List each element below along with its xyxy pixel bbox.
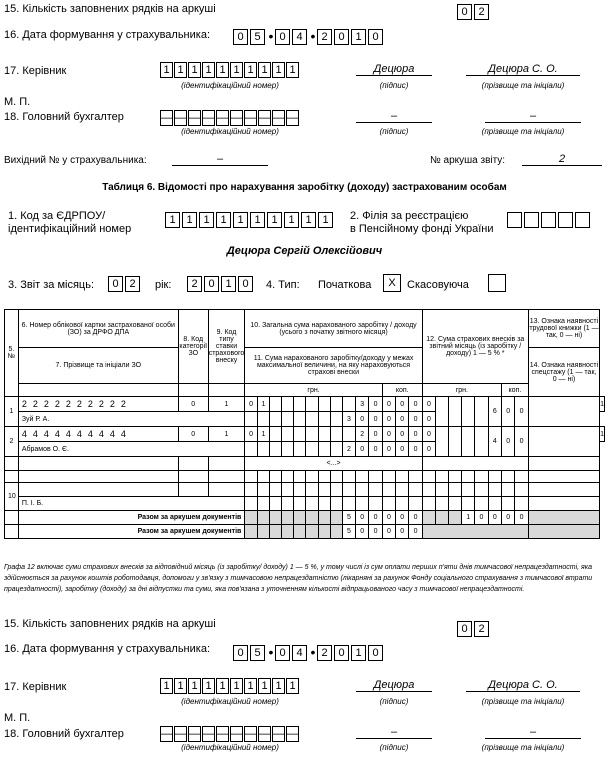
date-cells-bottom (233, 645, 385, 661)
branch-cell[interactable] (558, 212, 573, 228)
edrpou-digit[interactable]: 1 (301, 212, 316, 228)
accountant-id-cells (160, 110, 300, 126)
director-name-caption-bottom: (прізвище та ініціали) (481, 697, 565, 706)
row-flag-14[interactable]: 0 (422, 412, 435, 427)
row-flag-13[interactable]: 1 (600, 427, 605, 442)
accrual-table (4, 309, 605, 539)
date-digit[interactable]: 5 (250, 645, 265, 661)
report-cancel-checkbox[interactable] (488, 274, 506, 292)
table-ellipsis: <...> (245, 457, 422, 471)
totals-row: Разом за аркушем документів 5 0 0 0 0 0 1 0 0 0 0 (5, 511, 605, 525)
branch-cell[interactable] (524, 212, 539, 228)
date-separator: • (310, 28, 316, 44)
header-12: 12. Сума страхових внесків за звітний місяць (із заробітку / доходу) 1 — 5 % * (422, 310, 528, 384)
accountant-sign-caption: (підпис) (379, 127, 409, 136)
accountant-signature[interactable]: – (356, 110, 432, 123)
report-cancel-label: Скасовуюча (407, 279, 469, 291)
accountant-id-caption-bottom: (ідентифікаційний номер) (181, 743, 279, 752)
accountant-id-digit[interactable]: — (161, 728, 172, 740)
report-year-cells (187, 276, 255, 292)
rows-filled-label-bottom: 15. Кількість заповнених рядків на аркуші (4, 618, 216, 630)
branch-label-2: в Пенсійному фонді України (350, 223, 494, 235)
date-cells (233, 29, 385, 45)
header-14: 14. Ознака наявності спецстажу (1 — так, 0 — ні) (528, 348, 599, 397)
director-id-digit[interactable]: 1 (216, 678, 229, 694)
date-label: 16. Дата формування у страхувальника: (4, 29, 210, 41)
director-id-caption-bottom: (ідентифікаційний номер) (181, 697, 279, 706)
person-name: Децюра Сергій Олексійович (226, 245, 383, 257)
header-grn: грн. (245, 384, 382, 397)
accountant-id-digit[interactable]: — (161, 112, 172, 124)
accountant-id-digit[interactable]: — (203, 112, 214, 124)
accountant-name-caption-bottom: (прізвище та ініціали) (481, 743, 565, 752)
edrpou-digit[interactable]: 1 (318, 212, 333, 228)
director-id-digit[interactable]: 1 (258, 678, 271, 694)
rows-filled-digit[interactable]: 0 (457, 4, 472, 20)
edrpou-cells (165, 212, 335, 228)
director-id-digit[interactable]: 1 (244, 62, 257, 78)
table-row: 1 2 2 2 2 2 2 2 2 2 2 0 1 0 1 3 0 0 0 0 0 6 0 0 1 (5, 397, 605, 412)
edrpou-digit[interactable]: 1 (182, 212, 197, 228)
date-digit[interactable]: 0 (368, 645, 383, 661)
rows-filled-digit[interactable]: 2 (474, 621, 489, 637)
accountant-id-cells-bottom (160, 726, 300, 742)
date-digit[interactable]: 0 (275, 645, 290, 661)
sheet-label: № аркуша звіту: (430, 155, 506, 166)
edrpou-digit[interactable]: 1 (165, 212, 180, 228)
row-name: Абрамов О. Є. (18, 442, 245, 457)
date-separator: • (268, 644, 274, 660)
report-month-digit[interactable]: 2 (125, 276, 140, 292)
rows-filled-label: 15. Кількість заповнених рядків на аркуші (4, 3, 216, 15)
report-year-digit[interactable]: 0 (204, 276, 219, 292)
accountant-id-digit[interactable]: — (245, 112, 256, 124)
report-year-digit[interactable]: 0 (238, 276, 253, 292)
edrpou-digit[interactable]: 1 (250, 212, 265, 228)
branch-label: 2. Філія за реєстрацією (350, 210, 469, 222)
accountant-name-caption: (прізвище та ініціали) (481, 127, 565, 136)
date-digit[interactable]: 4 (292, 645, 307, 661)
director-signature[interactable]: Децюра (356, 63, 432, 76)
director-name-bottom[interactable]: Децюра С. О. (466, 679, 580, 692)
accountant-id-digit[interactable]: — (203, 728, 214, 740)
accountant-label: 18. Головний бухгалтер (4, 111, 124, 123)
outgoing-value[interactable]: – (172, 153, 268, 166)
accountant-id-digit[interactable]: — (273, 112, 284, 124)
header-kop: коп. (382, 384, 422, 397)
director-id-digit[interactable]: 1 (244, 678, 257, 694)
report-year-digit[interactable]: 1 (221, 276, 236, 292)
director-id-digit[interactable]: 1 (174, 678, 187, 694)
row-number: 10 (5, 483, 19, 511)
accountant-sign-caption-bottom: (підпис) (379, 743, 409, 752)
report-type-label: 4. Тип: (266, 279, 300, 291)
date-separator: • (310, 644, 316, 660)
edrpou-digit[interactable]: 1 (233, 212, 248, 228)
rows-filled-digit[interactable]: 0 (457, 621, 472, 637)
row-number: 1 (5, 397, 19, 427)
outgoing-label: Вихідний № у страхувальника: (4, 155, 147, 166)
director-id-digit[interactable]: 1 (174, 62, 187, 78)
row-name: Зуй Р. А. (18, 412, 245, 427)
accountant-id-digit[interactable]: — (231, 112, 242, 124)
director-id-digit[interactable]: 1 (188, 678, 201, 694)
director-id-digit[interactable]: 1 (188, 62, 201, 78)
director-id-digit[interactable]: 1 (272, 678, 285, 694)
accountant-id-digit[interactable]: — (259, 728, 270, 740)
edrpou-digit[interactable]: 1 (267, 212, 282, 228)
table-title: Таблиця 6. Відомості про нарахування заробітку (доходу) застрахованим особам (102, 182, 507, 193)
date-label-bottom: 16. Дата формування у страхувальника: (4, 643, 210, 655)
date-digit[interactable]: 0 (233, 29, 248, 45)
director-id-digit[interactable]: 1 (230, 62, 243, 78)
director-label-bottom: 17. Керівник (4, 681, 67, 693)
rows-filled-cells (457, 4, 491, 20)
report-month-cells (108, 276, 142, 292)
stamp-label-bottom: М. П. (4, 712, 31, 724)
header-7: 7. Прізвище та ініціали ЗО (18, 348, 178, 384)
accountant-name[interactable]: – (485, 110, 581, 123)
header-11: 11. Сума нарахованого заробітку/доходу у межах максимальної величини, на яку нараховуються страхові внески (245, 348, 422, 384)
rows-filled-cells-bottom (457, 621, 491, 637)
header-8: 8. Код категорії ЗО (178, 310, 208, 384)
director-id-digit[interactable]: 1 (160, 62, 173, 78)
edrpou-digit[interactable]: 1 (216, 212, 231, 228)
director-id-digit[interactable]: 1 (258, 62, 271, 78)
accountant-id-digit[interactable]: — (189, 728, 200, 740)
branch-cells (507, 212, 592, 228)
date-digit[interactable]: 4 (292, 29, 307, 45)
branch-cell[interactable] (575, 212, 590, 228)
accountant-id-digit[interactable]: — (245, 728, 256, 740)
date-digit[interactable]: 0 (275, 29, 290, 45)
date-digit[interactable]: 0 (233, 645, 248, 661)
accountant-id-digit[interactable]: — (189, 112, 200, 124)
director-id-digit[interactable]: 1 (230, 678, 243, 694)
accountant-label-bottom: 18. Головний бухгалтер (4, 728, 124, 740)
accountant-id-digit[interactable]: — (175, 112, 186, 124)
row-flag-13[interactable]: 1 (600, 397, 605, 412)
header-kop-12: коп. (501, 384, 528, 397)
date-digit[interactable]: 0 (334, 645, 349, 661)
header-grn-12: грн. (422, 384, 501, 397)
director-id-digit[interactable]: 1 (216, 62, 229, 78)
director-name-caption: (прізвище та ініціали) (481, 81, 565, 90)
date-separator: • (268, 28, 274, 44)
director-id-digit[interactable]: 1 (202, 62, 215, 78)
report-month-label: 3. Звіт за місяць: (8, 279, 95, 291)
edrpou-label: 1. Код за ЄДРПОУ/ (8, 210, 106, 222)
director-name[interactable]: Децюра С. О. (466, 63, 580, 76)
accountant-signature-bottom[interactable]: – (356, 726, 432, 739)
director-signature-bottom[interactable]: Децюра (356, 679, 432, 692)
branch-cell[interactable] (507, 212, 522, 228)
header-13: 13. Ознака наявності трудової книжки (1 — так, 0 — ні) (528, 310, 599, 348)
report-month-digit[interactable]: 0 (108, 276, 123, 292)
table-row: 2 4 4 4 4 4 4 4 4 4 4 0 1 0 1 2 0 0 0 0 0 4 0 0 1 (5, 427, 605, 442)
date-digit[interactable]: 0 (334, 29, 349, 45)
accountant-id-digit[interactable]: — (217, 728, 228, 740)
stamp-label: М. П. (4, 96, 31, 108)
report-year-digit[interactable]: 2 (187, 276, 202, 292)
director-id-digit[interactable]: 1 (286, 678, 299, 694)
header-10: 10. Загальна сума нарахованого заробітку / доходу (усього з початку звітного місяця) (245, 310, 422, 348)
branch-cell[interactable] (541, 212, 556, 228)
sheet-value[interactable]: 2 (522, 153, 602, 166)
accountant-name-bottom[interactable]: – (485, 726, 581, 739)
director-label: 17. Керівник (4, 65, 67, 77)
table-row: Абрамов О. Є. 2 0 0 0 0 0 0 (5, 442, 605, 457)
edrpou-label-2: ідентифікаційний номер (8, 223, 132, 235)
director-sign-caption: (підпис) (379, 81, 409, 90)
date-digit[interactable]: 2 (317, 645, 332, 661)
accountant-id-digit[interactable]: — (287, 112, 298, 124)
row-number: 2 (5, 427, 19, 457)
accountant-id-digit[interactable]: — (287, 728, 298, 740)
date-digit[interactable]: 1 (351, 645, 366, 661)
director-id-digit[interactable]: 1 (160, 678, 173, 694)
date-digit[interactable]: 1 (351, 29, 366, 45)
note-text: Графа 12 включає суми страхових внесків за відповідний місяць (із заробітку/ доходу) 1 — 5 %, у тому числі із сум оплати перших п'яти днів тимчасової непрацездатності, яка здійснюється за рахунок коштів роботодавця, допомоги у зв'язку з тимчасовою непрацездатністю (лікарняні за рахунок Фонду соціального страхування з тимчасової втрати працездатності), заробітку (доходу) за дні відпустки та суми, яка пов'язана з уточненням кількості відпрацьованого часу з тимчасової непрацездатності. (4, 564, 593, 593)
edrpou-digit[interactable]: 1 (284, 212, 299, 228)
row-name: П. І. Б. (18, 497, 245, 511)
director-id-digit[interactable]: 1 (272, 62, 285, 78)
header-6: 6. Номер облікової картки застрахованої особи (ЗО) за ДРФО ДПА (18, 310, 178, 348)
table-row: Зуй Р. А. 3 0 0 0 0 0 0 (5, 412, 605, 427)
director-id-digit[interactable]: 1 (202, 678, 215, 694)
totals-label: Разом за аркушем документів (18, 511, 245, 525)
rows-filled-digit[interactable]: 2 (474, 4, 489, 20)
director-id-cells (160, 62, 300, 78)
totals-label: Разом за аркушем документів (18, 525, 245, 539)
date-digit[interactable]: 2 (317, 29, 332, 45)
header-9: 9. Код типу ставки страхового внеску (208, 310, 245, 384)
date-digit[interactable]: 0 (368, 29, 383, 45)
header-5: 5. № (5, 310, 19, 397)
totals-row: Разом за аркушем документів 5 0 0 0 0 0 (5, 525, 605, 539)
edrpou-digit[interactable]: 1 (199, 212, 214, 228)
director-id-cells-bottom (160, 678, 300, 694)
accountant-id-digit[interactable]: — (273, 728, 284, 740)
report-initial-label: Початкова (318, 279, 372, 291)
accountant-id-digit[interactable]: — (231, 728, 242, 740)
director-id-digit[interactable]: 1 (286, 62, 299, 78)
director-sign-caption-bottom: (підпис) (379, 697, 409, 706)
row-flag-14[interactable]: 0 (422, 442, 435, 457)
date-digit[interactable]: 5 (250, 29, 265, 45)
report-year-label: рік: (155, 279, 172, 291)
accountant-id-digit[interactable]: — (259, 112, 270, 124)
director-id-caption: (ідентифікаційний номер) (181, 81, 279, 90)
accountant-id-digit[interactable]: — (217, 112, 228, 124)
report-initial-checkbox[interactable]: X (383, 274, 401, 292)
accountant-id-digit[interactable]: — (175, 728, 186, 740)
accountant-id-caption: (ідентифікаційний номер) (181, 127, 279, 136)
